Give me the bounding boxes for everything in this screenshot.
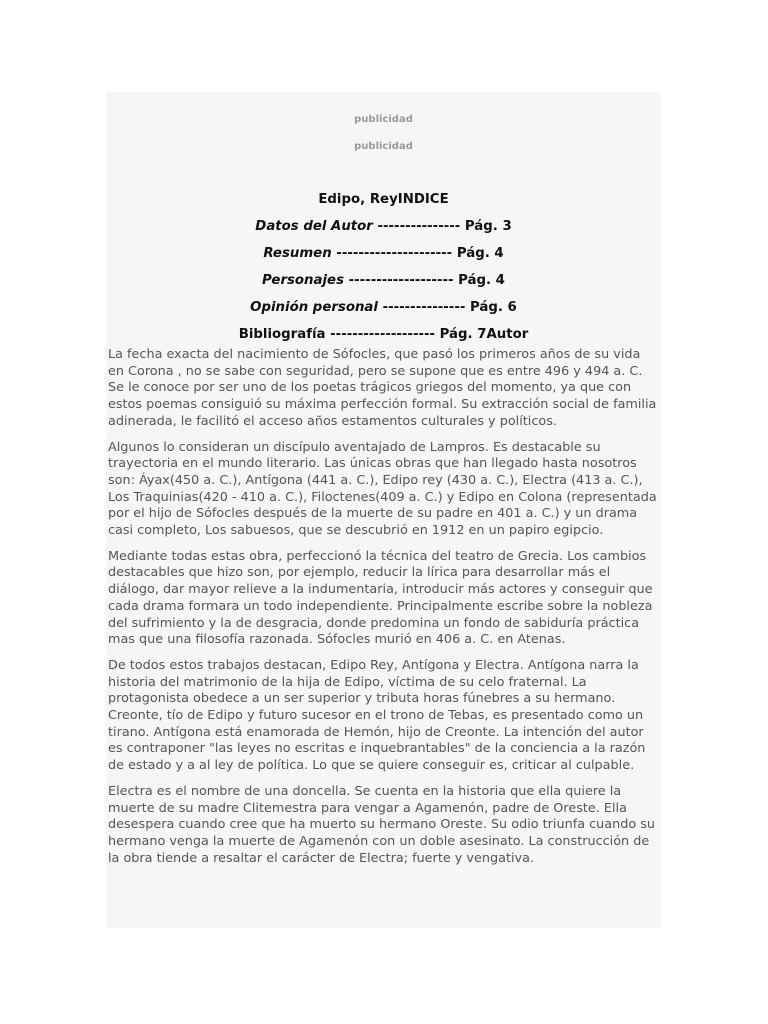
- toc-entry-label: Bibliografía: [238, 327, 326, 342]
- toc-entry-leader: ---------------: [372, 219, 465, 234]
- document-page: [106, 92, 661, 928]
- paragraph: De todos estos trabajos destacan, Edipo Rey, Antígona y Electra. Antígona narra la historia del matrimonio de la hija de Edipo, víctima de su celo fraternal. La protagonista obedece a un ser superior y tributa horas fúnebres a su hermano. Creonte, tío de Edipo y futuro sucesor en el trono de Tebas, es presentado como un tirano. Antígona está enamorada de Hemón, hijo de Creonte. La intención del autor es contraponer "las leyes no escritas e inquebrantables" de la conciencia a la razón de estado y a al ley de política. Lo que se quiere conseguir es, criticar al culpable.: [108, 657, 646, 774]
- paragraph: Mediante todas estas obra, perfeccionó la técnica del teatro de Grecia. Los cambios destacables que hizo son, por ejemplo, reducir la lírica para desarrollar más el diálogo, dar mayor relieve a la indumentaria, introducir más actores y conseguir que cada drama formara un todo independiente. Principalmente escribe sobre la nobleza del sufrimiento y la de desgracia, donde predomina un fondo de sabiduría práctica mas que una filosofía razonada. Sófocles murió en 406 a. C. en Atenas.: [108, 548, 653, 648]
- body-text: [108, 347, 659, 867]
- ad-label[interactable]: publicidad: [354, 114, 413, 125]
- paragraph: Electra es el nombre de una doncella. Se cuenta en la historia que ella quiere la muerte de su madre Clitemestra para vengar a Agamenón, padre de Oreste. Ella desespera cuando cree que ha muerto su hermano Oreste. Su odio triunfa cuando su hermano venga la muerte de Agamenón con un doble asesinato. La construcción de la obra tiende a resaltar el carácter de Electra; fuerte y vengativa.: [108, 783, 656, 866]
- toc-entry-bibliografia: [108, 326, 659, 344]
- toc-entry-page: Pág. 4: [456, 246, 504, 261]
- toc-entry-label: Personajes: [262, 273, 344, 288]
- toc-entry-resumen: [108, 245, 659, 263]
- toc-entry-page: Pág. 7Autor: [439, 327, 529, 342]
- toc-entry-page: Pág. 4: [458, 273, 505, 288]
- document-title: Edipo, ReyINDICE: [318, 192, 449, 207]
- toc-entry-opinion: [108, 299, 659, 317]
- toc-entry-page: Pág. 6: [470, 300, 517, 315]
- toc-entry-leader: ---------------: [377, 300, 470, 315]
- ad-label[interactable]: publicidad: [354, 141, 413, 152]
- toc-entry-label: Datos del Autor: [255, 219, 373, 234]
- toc-entry-label: Opinión personal: [250, 300, 378, 315]
- paragraph: La fecha exacta del nacimiento de Sófocles, que pasó los primeros años de su vida en Corona , no se sabe con seguridad, pero se supone que es entre 496 y 494 a. C. Se le conoce por ser uno de los poetas trágicos griegos del momento, ya que con estos poemas consiguió su máxima perfección formal. Su extracción social de familia adinerada, le facilitó el acceso años estamentos culturales y políticos.: [108, 347, 657, 429]
- toc-entry-label: Resumen: [263, 246, 332, 261]
- toc-entry-personajes: [108, 272, 659, 290]
- toc-entry-leader: -------------------: [325, 327, 440, 342]
- table-of-contents: [108, 191, 659, 344]
- toc-entry-datos-autor: [108, 218, 659, 236]
- toc-entry-page: Pág. 3: [464, 219, 512, 234]
- paragraph: Algunos lo consideran un discípulo aventajado de Lampros. Es destacable su trayectoria en el mundo literario. Las únicas obras que han llegado hasta nosotros son: Áyax(450 a. C.), Antígona (441 a. C.), Edipo rey (430 a. C.), Electra (413 a. C.), Los Traquinias(420 - 410 a. C.), Filoctenes(409 a. C.) y Edipo en Colona (representada por el hijo de Sófocles después de la muerte de su padre en 401 a. C.) y un drama casi completo, Los sabuesos, que se descubrió en 1912 en un papiro egipcio.: [108, 439, 657, 539]
- toc-entry-leader: -------------------: [344, 273, 459, 288]
- toc-entry-leader: ---------------------: [331, 246, 457, 261]
